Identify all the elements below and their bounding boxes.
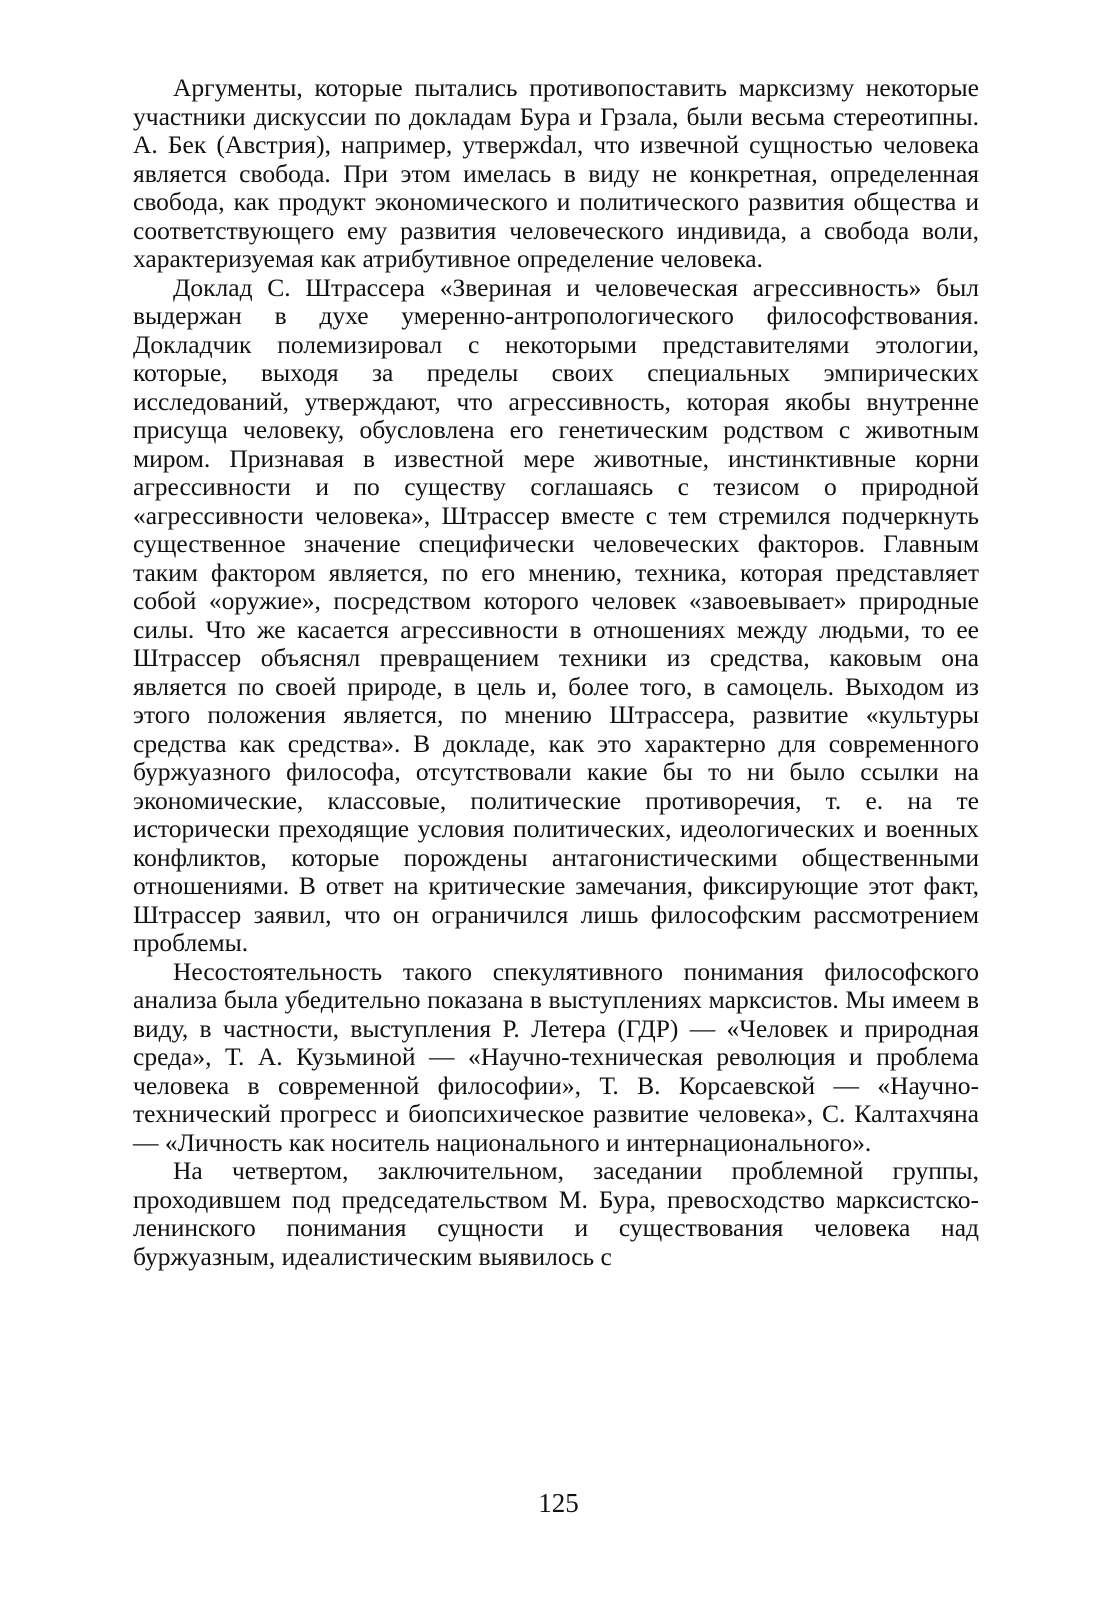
- page-body: [133, 74, 979, 1271]
- paragraph-3: Несостоятельность такого спекулятивного понимания философского анализа была убедительно показана в выступлениях марксистов. Мы имеем в виду, в частности, выступления Р. Летера (ГДР) — «Человек и природная среда», Т. А. Кузьминой — «Научно-техническая революция и проблема человека в современной философии», Т. В. Корсаевской — «Научно-технический прогресс и биопсихическое развитие человека», С. Калтахчяна — «Личность как носитель национального и интернационального».: [133, 956, 979, 1157]
- paragraph-4: На четвертом, заключительном, заседании проблемной группы, проходившем под председательством М. Бура, превосходство марксистско-ленинского понимания сущности и существования человека над буржуазным, идеалистическим выявилось с: [133, 1156, 979, 1271]
- paragraph-2: Доклад С. Штрассера «Звериная и человеческая агрессивность» был выдержан в духе умеренно-антропологического философствования. Докладчик полемизировал с некоторыми представителями этологии, которые, выходя за пределы своих специальных эмпирических исследований, утверждают, что агрессивность, которая якобы внутренне присуща человеку, обусловлена его генетическим родством с животным миром. Признавая в известной мере животные, инстинктивные корни агрессивности и по существу соглашаясь с тезисом о природной «агрессивности человека», Штрассер вместе с тем стремился подчеркнуть существенное значение специфически человеческих факторов. Главным таким фактором является, по его мнению, техника, которая представляет собой «оружие», посредством которого человек «завоевывает» природные силы. Что же касается агрессивности в отношениях между людьми, то ее Штрассер объяснял превращением техники из средства, каковым она является по своей природе, в цель и, более того, в самоцель. Выходом из этого положения является, по мнению Штрассера, развитие «культуры средства как средства». В докладе, как это характерно для современного буржуазного философа, отсутствовали какие бы то ни было ссылки на экономические, классовые, политические противоречия, т. е. на те исторически преходящие условия политических, идеологических и военных конфликтов, которые порождены антагонистическими общественными отношениями. В ответ на критические замечания, фиксирующие этот факт, Штрассер заявил, что он ограничился лишь философским рассмотрением проблемы.: [133, 272, 979, 957]
- page-number: 125: [538, 1488, 579, 1518]
- paragraph-1: Аргументы, которые пытались противопоставить марксизму некоторые участники дискуссии по докладам Бура и Грзала, были весьма стереотипны. А. Бек (Австрия), например, утвержdал, что извечной сущностью человека является свобода. При этом имелась в виду не конкретная, определенная свобода, как продукт экономического и политического развития общества и соответствующего ему развития человеческого индивида, а свобода воли, характеризуемая как атрибутивное определение человека.: [133, 73, 979, 273]
